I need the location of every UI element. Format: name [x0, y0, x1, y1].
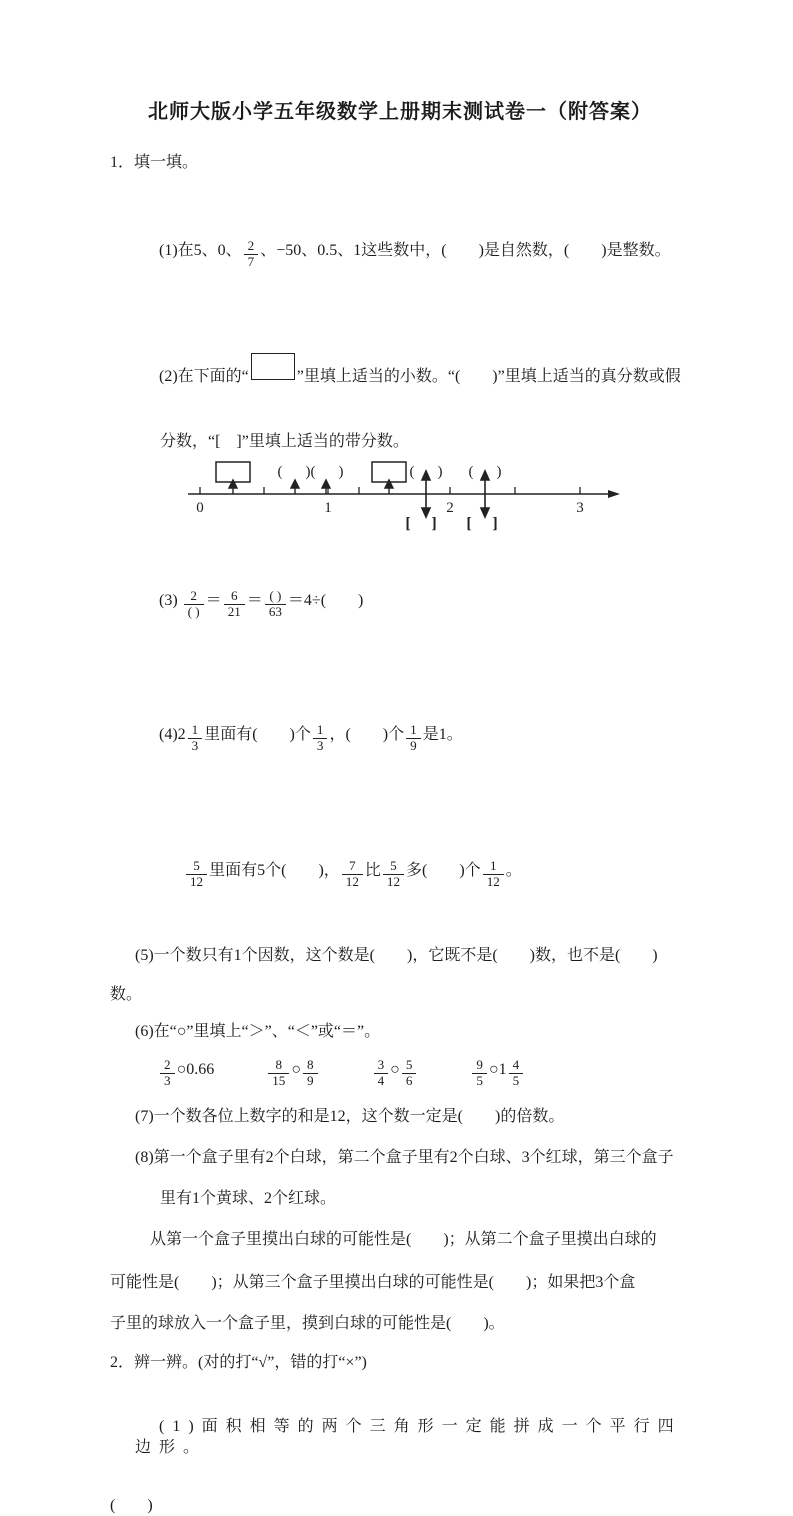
fraction-5-12 — [383, 859, 404, 889]
q1-item6-heading: (6)在“○”里填上“＞”、“＜”或“＝”。 — [135, 1023, 381, 1040]
q1-item5-line1: (5)一个数只有1个因数，这个数是( )，它既不是( )数，也不是( ) — [135, 947, 658, 964]
q1-item4-pre: (4)2 — [159, 726, 186, 743]
fraction-blank-63 — [265, 589, 286, 619]
fraction-numerator: 8 — [307, 1057, 314, 1073]
fraction-denominator: 5 — [509, 1073, 524, 1089]
bracket-open: [ — [405, 515, 411, 532]
fraction-numerator: 5 — [405, 1057, 413, 1073]
fraction-denominator: 12 — [342, 874, 363, 890]
paren-open: ( — [409, 464, 415, 480]
bracket-close: ] — [431, 515, 437, 532]
fraction-2-3 — [160, 1058, 175, 1088]
q1-item3-no: (3) — [159, 592, 182, 609]
fraction-numerator: 4 — [512, 1057, 520, 1073]
q1-item8-line2: 里有1个黄球、2个红球。 — [160, 1190, 337, 1207]
mixed-number-whole: 1 — [498, 1061, 507, 1078]
q1-item4-text5: 比 — [364, 862, 381, 879]
axis-arrowhead — [608, 490, 620, 498]
comparison-3 — [372, 1048, 419, 1092]
fraction-denominator: 12 — [383, 874, 404, 890]
fraction-numerator: 5 — [193, 858, 200, 874]
q1-item8-prob-line1: 从第一个盒子里摸出白球的可能性是( )；从第二个盒子里摸出白球的 — [150, 1231, 657, 1248]
fraction-denominator: 7 — [244, 254, 259, 270]
fraction-3-4 — [374, 1058, 389, 1088]
number-line — [182, 454, 627, 530]
q1-item1 — [135, 185, 690, 317]
fraction-numerator: 1 — [316, 722, 324, 738]
fraction-denominator: 3 — [188, 738, 203, 754]
q1-item4-text6: 多( )个 — [406, 862, 481, 879]
fraction-9-5 — [472, 1058, 487, 1088]
fraction-numerator: 3 — [377, 1057, 385, 1073]
fraction-denominator: 9 — [303, 1073, 318, 1089]
comparison-1-right: 0.66 — [186, 1061, 215, 1078]
q1-item4-text2: ，( )个 — [329, 726, 405, 743]
bracket-close: ] — [492, 515, 498, 532]
q2-item1-answer-blank: ( ) — [110, 1497, 153, 1514]
q1-item8-prob-line2: 可能性是( )；从第三个盒子里摸出白球的可能性是( )；如果把3个盒 — [110, 1274, 636, 1291]
fraction-denominator: 3 — [160, 1073, 175, 1089]
q1-item1-post: 、−50、0.5、1这些数中，( )是自然数，( )是整数。 — [260, 242, 671, 259]
fraction-1-9 — [406, 723, 421, 753]
q1-item2-line1 — [135, 325, 690, 419]
number-line-figure — [182, 454, 690, 535]
q1-item3-tail: ＝4÷( ) — [287, 592, 364, 609]
equals-sign: ＝ — [205, 592, 222, 609]
paren-close: ) — [338, 464, 344, 480]
fraction-denominator: 63 — [265, 604, 286, 620]
compare-circle: ○ — [291, 1061, 302, 1078]
q1-heading: 1．填一填。 — [110, 154, 199, 171]
compare-circle: ○ — [176, 1061, 187, 1078]
paren-close: ) — [437, 464, 443, 480]
compare-circle: ○ — [488, 1061, 499, 1078]
paren-open: ( — [468, 464, 474, 480]
axis-label-1: 1 — [324, 500, 332, 516]
fraction-denominator: 12 — [483, 874, 504, 890]
q1-item4-line1 — [135, 669, 690, 801]
fraction-5-6 — [402, 1058, 417, 1088]
comparison-1 — [158, 1048, 214, 1092]
q1-item4-text4: 里面有5个( )， — [209, 862, 340, 879]
equals-sign: ＝ — [246, 592, 263, 609]
pointer-arrows — [229, 480, 393, 494]
q1-item7: (7)一个数各位上数字的和是12，这个数一定是( )的倍数。 — [135, 1108, 565, 1125]
q2-heading: 2．辨一辨。(对的打“√”，错的打“×”) — [110, 1354, 367, 1371]
fraction-numerator: 7 — [349, 858, 356, 874]
page-title: 北师大版小学五年级数学上册期末测试卷一（附答案） — [148, 101, 652, 123]
paren-close: ) — [496, 464, 502, 480]
fraction-denominator: 12 — [186, 874, 207, 890]
fraction-numerator: 2 — [164, 1057, 171, 1073]
q1-item4-text1: 里面有( )个 — [204, 726, 311, 743]
compare-circle: ○ — [390, 1061, 400, 1078]
fraction-numerator: 9 — [476, 1057, 483, 1073]
fraction-5-12 — [186, 859, 207, 889]
fraction-1-3 — [188, 723, 203, 753]
fraction-8-9 — [303, 1058, 318, 1088]
fraction-1-3 — [313, 723, 328, 753]
bracket-blanks — [405, 515, 497, 532]
fraction-1-12 — [483, 859, 504, 889]
fraction-numerator: 8 — [275, 1057, 283, 1073]
fraction-7-12 — [342, 859, 363, 889]
q1-item2-line2: 分数，“[ ]”里填上适当的带分数。 — [160, 433, 409, 450]
fraction-denominator: 21 — [224, 604, 245, 620]
fraction-numerator: 6 — [230, 588, 238, 604]
paren-open: ( — [310, 464, 316, 480]
fraction-2-7 — [244, 239, 259, 269]
q1-item6-comparisons — [158, 1048, 690, 1092]
fraction-numerator: 1 — [191, 722, 199, 738]
fraction-denominator: 3 — [313, 738, 328, 754]
fraction-denominator: 6 — [402, 1073, 417, 1089]
fraction-numerator: 5 — [390, 858, 397, 874]
q1-item4-text3: 是1。 — [422, 726, 463, 743]
fraction-denominator: ( ) — [184, 604, 204, 620]
q1-item1-pre: (1)在5、0、 — [159, 242, 242, 259]
fraction-denominator: 15 — [268, 1073, 289, 1089]
paren-open: ( — [277, 464, 283, 480]
number-line-axis — [188, 487, 620, 516]
q1-item4-text7: 。 — [505, 862, 522, 879]
content — [110, 95, 690, 1516]
axis-label-3: 3 — [576, 500, 584, 516]
fraction-8-15 — [268, 1058, 289, 1088]
q1-item3 — [135, 535, 690, 667]
q1-item4-line2 — [160, 805, 690, 937]
q1-item2-pre: (2)在下面的“ — [159, 368, 249, 385]
fraction-numerator: 2 — [247, 238, 255, 254]
q1-item5-line2: 数。 — [110, 986, 143, 1003]
fraction-2-blank — [184, 589, 204, 619]
fraction-numerator: 2 — [190, 588, 197, 604]
fraction-numerator: 1 — [410, 722, 417, 738]
fraction-4-5 — [509, 1058, 524, 1088]
q2-item1 — [135, 1395, 690, 1479]
answer-box-inline — [251, 353, 295, 380]
fraction-denominator: 9 — [406, 738, 421, 754]
fraction-numerator: 1 — [489, 858, 497, 874]
axis-label-0: 0 — [196, 500, 204, 516]
q1-item8-prob-line3: 子里的球放入一个盒子里，摸到白球的可能性是( )。 — [110, 1315, 505, 1332]
fraction-6-21 — [224, 589, 245, 619]
axis-label-2: 2 — [446, 500, 454, 516]
fraction-denominator: 5 — [472, 1073, 487, 1089]
bracket-open: [ — [466, 515, 472, 532]
paren-close: ) — [305, 464, 311, 480]
fraction-numerator: ( ) — [269, 588, 282, 604]
q1-item2-post: ”里填上适当的小数。“( )”里填上适当的真分数或假 — [296, 368, 681, 385]
comparison-2 — [266, 1048, 319, 1092]
fraction-denominator: 4 — [374, 1073, 389, 1089]
comparison-4 — [470, 1048, 525, 1092]
q1-item8-line1: (8)第一个盒子里有2个白球，第二个盒子里有2个白球、3个红球，第三个盒子 — [135, 1149, 674, 1166]
q2-item1-text: (1)面积相等的两个三角形一定能拼成一个平行四边形。 — [135, 1418, 682, 1456]
